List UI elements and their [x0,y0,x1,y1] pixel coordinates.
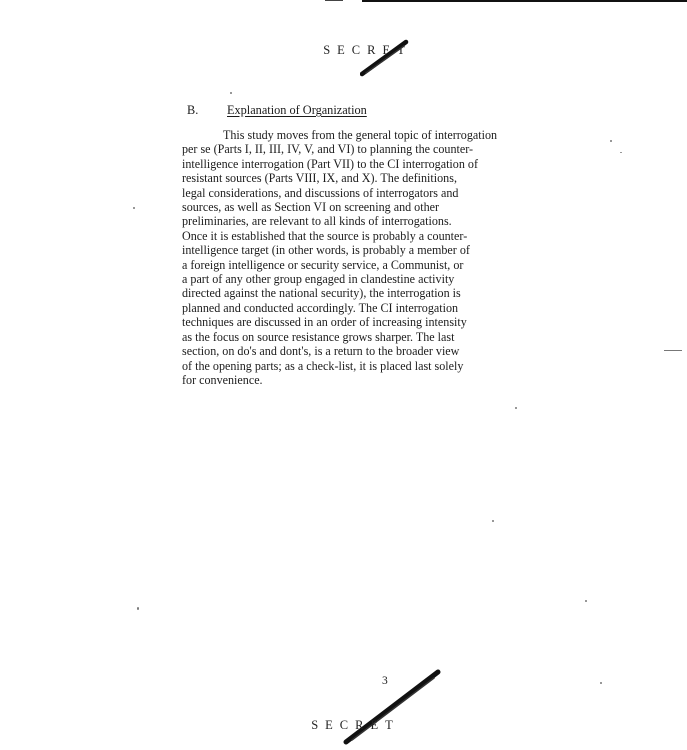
top-edge-mark [325,0,343,1]
paragraph-line: resistant sources (Parts VIII, IX, and X). The definitions, [182,171,457,186]
section-heading [187,103,367,118]
paragraph-line: a foreign intelligence or security service, a Communist, or [182,257,464,272]
paragraph-line: section, on do's and dont's, is a return to the broader view [182,344,460,359]
scan-speck [230,92,232,94]
paragraph-line: sources, as well as Section VI on screening and other [182,200,440,215]
scan-speck [585,600,587,602]
body-paragraph [182,128,582,387]
paragraph-line: This study moves from the general topic of interrogation [223,128,498,142]
paragraph-line: of the opening parts; as a check-list, it is placed last solely [182,358,464,373]
paragraph-line: planned and conducted accordingly. The CI interrogation [182,300,459,315]
paragraph-line: legal considerations, and discussions of interrogators and [182,185,459,200]
scan-speck [133,207,135,209]
scan-speck [515,407,517,409]
paragraph-line: preliminaries, are relevant to all kinds of interrogations. [182,214,452,229]
scan-speck [137,607,139,610]
top-edge-line [362,0,687,2]
paragraph-line: as the focus on source resistance grows sharper. The last [182,329,455,344]
paragraph-line: techniques are discussed in an order of increasing intensity [182,315,467,330]
paragraph-line: per se (Parts I, II, III, IV, V, and VI) to planning the counter- [182,142,474,157]
scan-speck [620,152,622,153]
scan-speck [492,520,494,522]
scan-speck [600,682,602,684]
redaction-slash-bottom [342,666,442,746]
redaction-slash-top [360,38,410,78]
scan-speck [664,350,682,351]
section-title: Explanation of Organization [227,103,367,117]
paragraph-line: a part of any other group engaged in clandestine activity [182,272,455,287]
classification-marking-top: SECRET [323,43,412,57]
paragraph-line: intelligence target (in other words, is probably a member of [182,243,470,258]
paragraph-line: intelligence interrogation (Part VII) to the CI interrogation of [182,156,478,171]
paragraph-line: for convenience. [182,372,263,387]
paragraph-line: Once it is established that the source is probably a counter- [182,228,468,243]
paragraph-line: directed against the national security), the interrogation is [182,286,461,301]
classification-marking-bottom: SECRET [311,718,400,732]
page-number: 3 [382,675,388,687]
section-letter: B. [187,103,199,117]
scan-speck [610,140,612,142]
